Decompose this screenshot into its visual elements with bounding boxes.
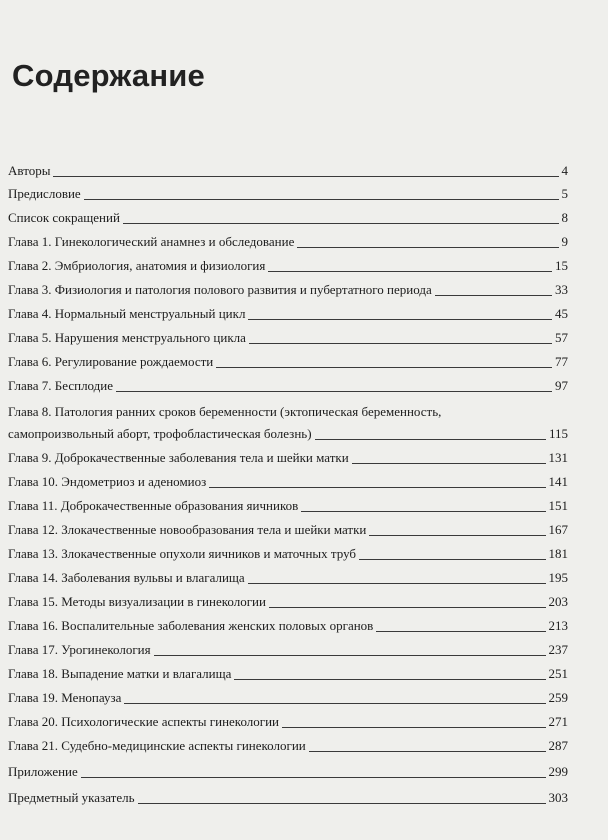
toc-entry-title: Глава 13. Злокачественные опухоли яичников и маточных труб [8, 545, 359, 563]
toc-entry-page-number: 203 [546, 593, 569, 611]
toc-entry-page-number: 259 [546, 689, 569, 707]
toc-entry-page-number: 237 [546, 641, 569, 659]
toc-entry-title: Предметный указатель [8, 789, 138, 807]
toc-entry[interactable] [8, 281, 568, 299]
toc-entry-page-number: 9 [559, 233, 569, 251]
toc-entry-title: Глава 1. Гинекологический анамнез и обследование [8, 233, 297, 251]
toc-entry-page-number: 77 [552, 353, 568, 371]
toc-entry[interactable] [8, 641, 568, 659]
toc-entry-title: Список сокращений [8, 209, 123, 227]
toc-entry-page-number: 303 [546, 789, 569, 807]
toc-entry-page-number: 8 [559, 209, 569, 227]
toc-entry-page-number: 33 [552, 281, 568, 299]
toc-entry[interactable] [8, 185, 568, 203]
toc-entry-page-number: 45 [552, 305, 568, 323]
toc-entry-title: Глава 16. Воспалительные заболевания женских половых органов [8, 617, 376, 635]
toc-entry[interactable] [8, 209, 568, 227]
toc-entry[interactable] [8, 689, 568, 707]
toc-entry-title: Глава 17. Урогинекология [8, 641, 154, 659]
toc-entry-page-number: 251 [546, 665, 569, 683]
toc-entry-title: Глава 11. Доброкачественные образования яичников [8, 497, 301, 515]
toc-entry-title: Глава 21. Судебно-медицинские аспекты гинекологии [8, 737, 309, 755]
toc-entry[interactable] [8, 233, 568, 251]
toc-leader-line [8, 777, 568, 778]
toc-entry-page-number: 181 [546, 545, 569, 563]
toc-entry[interactable] [8, 497, 568, 515]
toc-entry[interactable] [8, 305, 568, 323]
toc-entry-title: Глава 18. Выпадение матки и влагалища [8, 665, 234, 683]
toc-leader-line [8, 199, 568, 200]
toc-entry-page-number: 213 [546, 617, 569, 635]
toc-entry[interactable] [8, 377, 568, 395]
toc-entry-title: Глава 8. Патология ранних сроков беременности (эктопическая беременность, [8, 404, 442, 419]
toc-entry-title: Глава 4. Нормальный менструальный цикл [8, 305, 248, 323]
toc-entry[interactable] [8, 329, 568, 347]
toc-entry-title-continued: самопроизвольный аборт, трофобластическая болезнь) [8, 425, 315, 443]
toc-entry-title: Глава 19. Менопауза [8, 689, 124, 707]
toc-entry-title: Глава 7. Бесплодие [8, 377, 116, 395]
toc-entry[interactable] [8, 737, 568, 755]
toc-entry-page-number: 141 [546, 473, 569, 491]
toc-entry-page-number: 299 [546, 763, 569, 781]
toc-entry-page-number: 167 [546, 521, 569, 539]
toc-entry-title: Глава 9. Доброкачественные заболевания тела и шейки матки [8, 449, 352, 467]
toc-entry[interactable] [8, 617, 568, 635]
toc-entry[interactable] [8, 473, 568, 491]
toc-entry[interactable] [8, 521, 568, 539]
toc-entry-page-number: 97 [552, 377, 568, 395]
toc-entry-title: Глава 3. Физиология и патология полового развития и пубертатного периода [8, 281, 435, 299]
toc-entry-title: Авторы [8, 162, 53, 180]
toc-entry-title: Приложение [8, 763, 81, 781]
toc-entry-page-number: 287 [546, 737, 569, 755]
toc-entry-title: Глава 5. Нарушения менструального цикла [8, 329, 249, 347]
toc-entry[interactable] [8, 257, 568, 275]
toc-entry[interactable] [8, 403, 568, 443]
toc-entry-title: Глава 15. Методы визуализации в гинекологии [8, 593, 269, 611]
toc-entry-title: Глава 12. Злокачественные новообразования тела и шейки матки [8, 521, 369, 539]
toc-entry[interactable] [8, 789, 568, 807]
toc-entry[interactable] [8, 713, 568, 731]
toc-entry-title: Предисловие [8, 185, 84, 203]
toc-entry-page-number: 195 [546, 569, 569, 587]
toc-entry[interactable] [8, 162, 568, 180]
toc-entry[interactable] [8, 763, 568, 781]
toc-entry-page-number: 15 [552, 257, 568, 275]
page-title: Содержание [12, 58, 205, 93]
toc-entry-page-number: 131 [546, 449, 569, 467]
toc-leader-line [8, 176, 568, 177]
toc-entry[interactable] [8, 545, 568, 563]
toc-entry-page-number: 5 [559, 185, 569, 203]
toc-entry-page-number: 57 [552, 329, 568, 347]
toc-entry-title: Глава 20. Психологические аспекты гинекологии [8, 713, 282, 731]
toc-entry[interactable] [8, 569, 568, 587]
toc-entry-title: Глава 10. Эндометриоз и аденомиоз [8, 473, 209, 491]
toc-entry-title: Глава 6. Регулирование рождаемости [8, 353, 216, 371]
toc-entry[interactable] [8, 665, 568, 683]
toc-entry-title: Глава 2. Эмбриология, анатомия и физиология [8, 257, 268, 275]
toc-entry[interactable] [8, 593, 568, 611]
toc-entry-page-number: 4 [559, 162, 569, 180]
toc-entry[interactable] [8, 449, 568, 467]
toc-entry-title: Глава 14. Заболевания вульвы и влагалища [8, 569, 248, 587]
toc-entry-page-number: 271 [546, 713, 569, 731]
toc-entry-page-number: 151 [546, 497, 569, 515]
toc-entry-page-number: 115 [546, 425, 568, 443]
toc-entry[interactable] [8, 353, 568, 371]
